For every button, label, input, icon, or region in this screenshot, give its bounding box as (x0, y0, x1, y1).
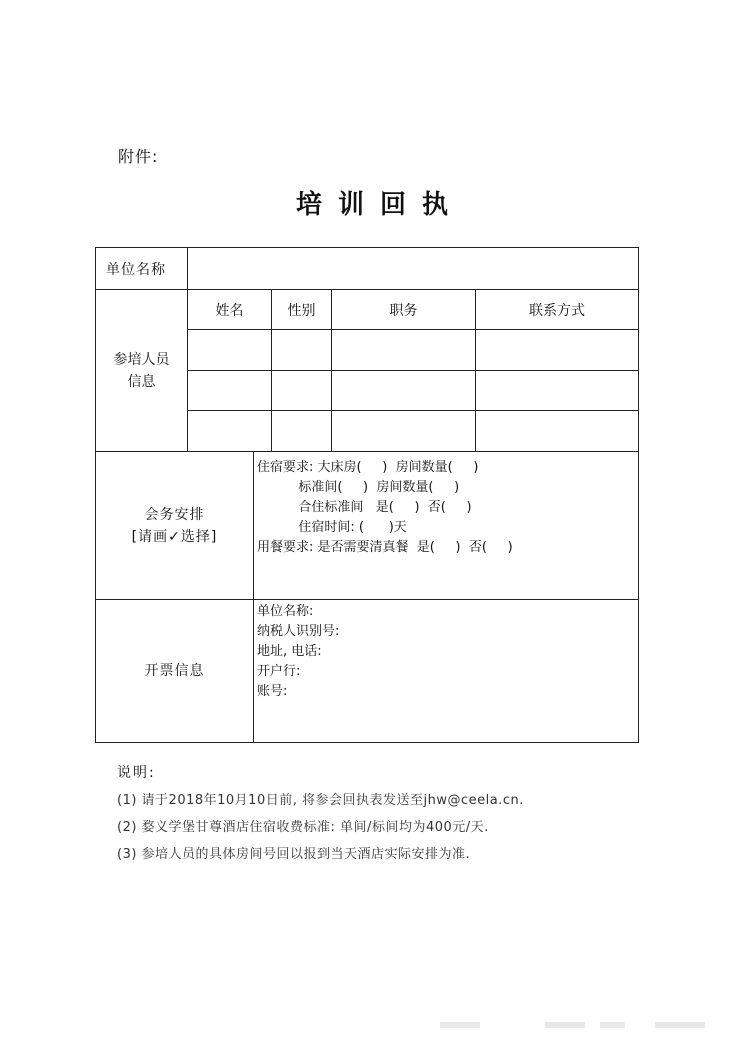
invoice-fields[interactable] (254, 600, 339, 742)
column-header-gender: 性别 (272, 290, 332, 330)
unit-name-label: 单位名称 (96, 248, 188, 290)
note-item: (2) 婺义学堡甘尊酒店住宿收费标准: 单间/标间均为400元/天. (117, 820, 489, 835)
participant-contact-cell[interactable] (476, 330, 639, 371)
participant-name-cell[interactable] (188, 411, 272, 452)
participants-label (96, 290, 188, 452)
invoice-label: 开票信息 (96, 600, 254, 742)
invoice-unit-name-field[interactable]: 单位名称: (257, 604, 314, 619)
unit-name-row (96, 248, 639, 290)
lodging-duration-line[interactable]: 住宿时间: ( )天 (257, 520, 407, 535)
lodging-king-room-line[interactable]: 住宿要求: 大床房( ) 房间数量( ) (257, 460, 479, 475)
lodging-shared-room-line[interactable]: 合住标准间 是( ) 否( ) (257, 500, 472, 515)
participants-label-line1: 参培人员 (113, 351, 170, 368)
meeting-arrangement-row (96, 452, 639, 600)
registration-form-table (95, 247, 639, 743)
participant-gender-cell[interactable] (272, 411, 332, 452)
participant-gender-cell[interactable] (272, 330, 332, 371)
scan-artifact (440, 1022, 480, 1028)
participant-name-cell[interactable] (188, 330, 272, 371)
participant-contact-cell[interactable] (476, 411, 639, 452)
meeting-label-line1: 会务安排 (144, 506, 205, 523)
page-title: 培训回执 (295, 190, 464, 220)
scan-artifact (545, 1022, 585, 1028)
lodging-standard-room-line[interactable]: 标准间( ) 房间数量( ) (257, 480, 460, 495)
participant-contact-cell[interactable] (476, 371, 639, 411)
notes-header: 说明: (117, 765, 156, 781)
meal-requirement-line[interactable]: 用餐要求: 是否需要清真餐 是( ) 否( ) (257, 540, 513, 555)
participant-name-cell[interactable] (188, 371, 272, 411)
scan-artifact (600, 1022, 625, 1028)
column-header-name: 姓名 (188, 290, 272, 330)
participant-position-cell[interactable] (332, 411, 476, 452)
participants-header-row (96, 290, 639, 330)
participant-position-cell[interactable] (332, 330, 476, 371)
meeting-label-line2: [请画✓选择] (131, 528, 218, 545)
meeting-arrangement-cell (96, 452, 639, 600)
unit-name-field[interactable] (188, 248, 639, 290)
meeting-options[interactable] (254, 452, 513, 599)
column-header-contact: 联系方式 (476, 290, 639, 330)
column-header-position: 职务 (332, 290, 476, 330)
participants-label-line2: 信息 (127, 373, 156, 390)
invoice-row (96, 600, 639, 743)
participant-gender-cell[interactable] (272, 371, 332, 411)
scan-artifact (655, 1022, 705, 1028)
invoice-tax-id-field[interactable]: 纳税人识别号: (257, 624, 340, 639)
note-item: (1) 请于2018年10月10日前, 将参会回执表发送至jhw@ceela.cn. (117, 793, 524, 808)
invoice-bank-field[interactable]: 开户行: (257, 664, 301, 679)
invoice-address-phone-field[interactable]: 地址, 电话: (257, 644, 322, 659)
invoice-account-field[interactable]: 账号: (257, 684, 288, 699)
notes-section (117, 760, 524, 868)
invoice-cell (96, 600, 639, 743)
attachment-label: 附件: (118, 147, 159, 166)
meeting-label (96, 452, 254, 599)
note-item: (3) 参培人员的具体房间号回以报到当天酒店实际安排为准. (117, 847, 471, 862)
participant-position-cell[interactable] (332, 371, 476, 411)
